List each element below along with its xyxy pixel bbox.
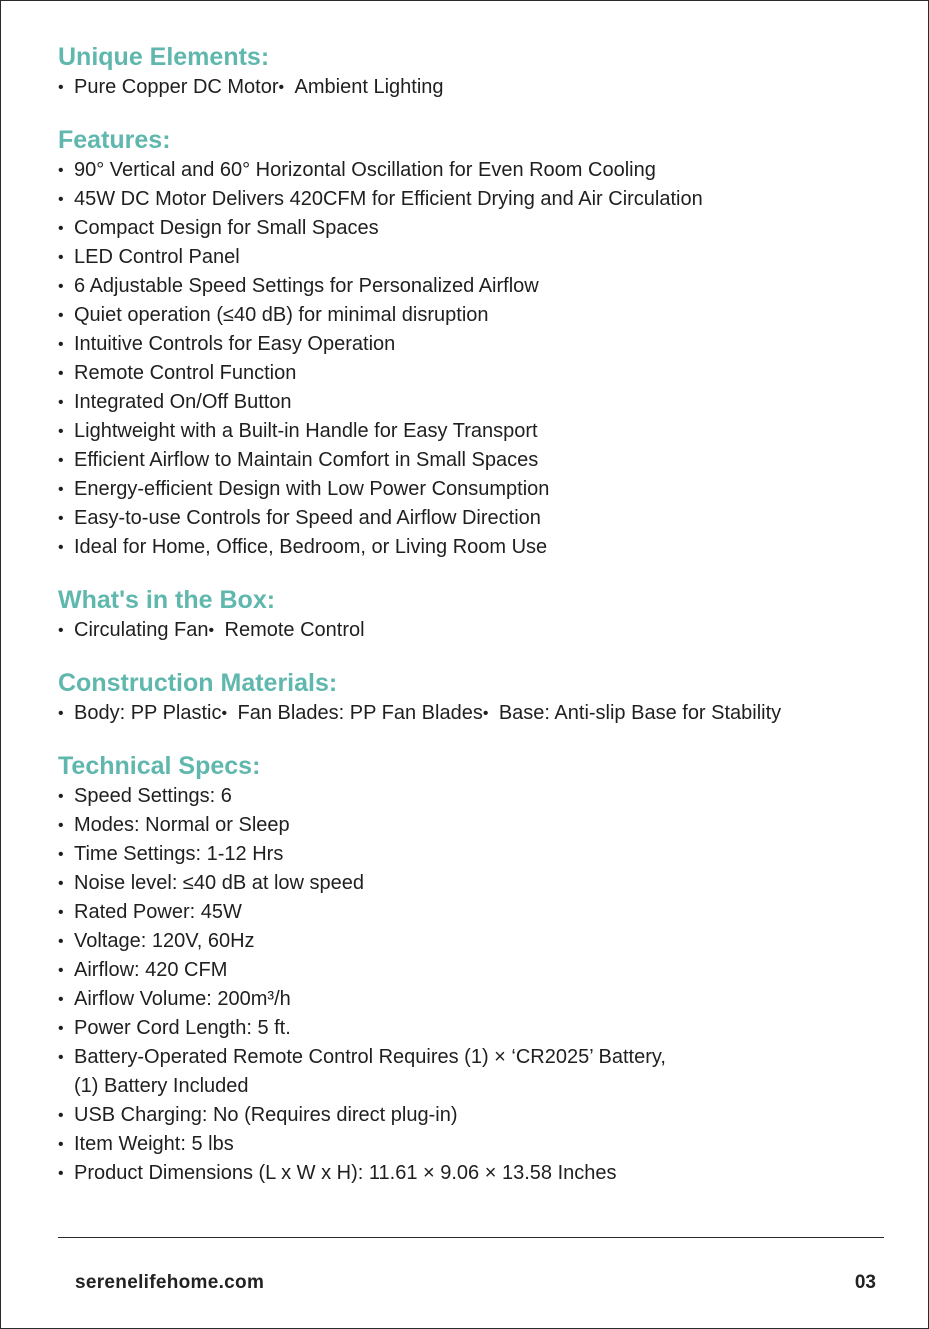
box-contents-list bbox=[58, 616, 888, 645]
features-list bbox=[58, 156, 888, 562]
box-contents-heading: What's in the Box: bbox=[58, 586, 276, 614]
list-item: • Intuitive Controls for Easy Operation bbox=[58, 330, 888, 359]
features-section bbox=[58, 124, 888, 562]
materials-heading: Construction Materials: bbox=[58, 669, 338, 697]
list-item: • Remote Control bbox=[209, 616, 365, 645]
list-item: • Ideal for Home, Office, Bedroom, or Living Room Use bbox=[58, 533, 888, 562]
list-item: • Lightweight with a Built-in Handle for Easy Transport bbox=[58, 417, 888, 446]
materials-list bbox=[58, 699, 888, 728]
tech-specs-section bbox=[58, 750, 888, 1188]
content bbox=[58, 41, 888, 1210]
page-number: 03 bbox=[854, 1272, 876, 1293]
materials-section bbox=[58, 667, 888, 728]
list-item: • Pure Copper DC Motor bbox=[58, 73, 279, 102]
unique-elements-heading: Unique Elements: bbox=[58, 43, 270, 71]
tech-specs-list bbox=[58, 782, 888, 1188]
list-item: • Circulating Fan bbox=[58, 616, 209, 645]
list-item: • 6 Adjustable Speed Settings for Personalized Airflow bbox=[58, 272, 888, 301]
list-item: • Energy-efficient Design with Low Power Consumption bbox=[58, 475, 888, 504]
list-item: • Airflow Volume: 200m³/h bbox=[58, 985, 888, 1014]
footer-divider bbox=[58, 1237, 884, 1238]
list-item: • Voltage: 120V, 60Hz bbox=[58, 927, 888, 956]
list-item: • Noise level: ≤40 dB at low speed bbox=[58, 869, 888, 898]
list-item: • Power Cord Length: 5 ft. bbox=[58, 1014, 888, 1043]
unique-elements-list bbox=[58, 73, 888, 102]
list-item: • LED Control Panel bbox=[58, 243, 888, 272]
list-item: • Easy-to-use Controls for Speed and Airflow Direction bbox=[58, 504, 888, 533]
list-item: • 45W DC Motor Delivers 420CFM for Efficient Drying and Air Circulation bbox=[58, 185, 888, 214]
box-contents-section bbox=[58, 584, 888, 645]
list-item: • Remote Control Function bbox=[58, 359, 888, 388]
list-item: • Airflow: 420 CFM bbox=[58, 956, 888, 985]
list-item: • 90° Vertical and 60° Horizontal Oscillation for Even Room Cooling bbox=[58, 156, 888, 185]
list-item: • Time Settings: 1-12 Hrs bbox=[58, 840, 888, 869]
features-heading: Features: bbox=[58, 126, 171, 154]
list-item: • Rated Power: 45W bbox=[58, 898, 888, 927]
list-item: • Speed Settings: 6 bbox=[58, 782, 888, 811]
list-item: • Modes: Normal or Sleep bbox=[58, 811, 888, 840]
list-item: • Body: PP Plastic bbox=[58, 699, 221, 728]
list-item-battery bbox=[58, 1043, 888, 1101]
list-item: • Product Dimensions (L x W x H): 11.61 × 9.06 × 13.58 Inches bbox=[58, 1159, 888, 1188]
list-item: • Efficient Airflow to Maintain Comfort in Small Spaces bbox=[58, 446, 888, 475]
footer-website: serenelifehome.com bbox=[75, 1272, 265, 1293]
tech-specs-heading: Technical Specs: bbox=[58, 752, 261, 780]
battery-line: Battery-Operated Remote Control Requires (1) × ‘CR2025’ Battery, bbox=[74, 1046, 666, 1068]
list-item: • Ambient Lighting bbox=[279, 73, 444, 102]
list-item: • USB Charging: No (Requires direct plug-in) bbox=[58, 1101, 888, 1130]
unique-elements-section bbox=[58, 41, 888, 102]
list-item: • Integrated On/Off Button bbox=[58, 388, 888, 417]
list-item: • Compact Design for Small Spaces bbox=[58, 214, 888, 243]
list-item: • Quiet operation (≤40 dB) for minimal disruption bbox=[58, 301, 888, 330]
list-item: • Item Weight: 5 lbs bbox=[58, 1130, 888, 1159]
battery-line-continuation: (1) Battery Included bbox=[74, 1075, 249, 1097]
list-item: • Fan Blades: PP Fan Blades bbox=[221, 699, 482, 728]
list-item: • Base: Anti-slip Base for Stability bbox=[483, 699, 781, 728]
